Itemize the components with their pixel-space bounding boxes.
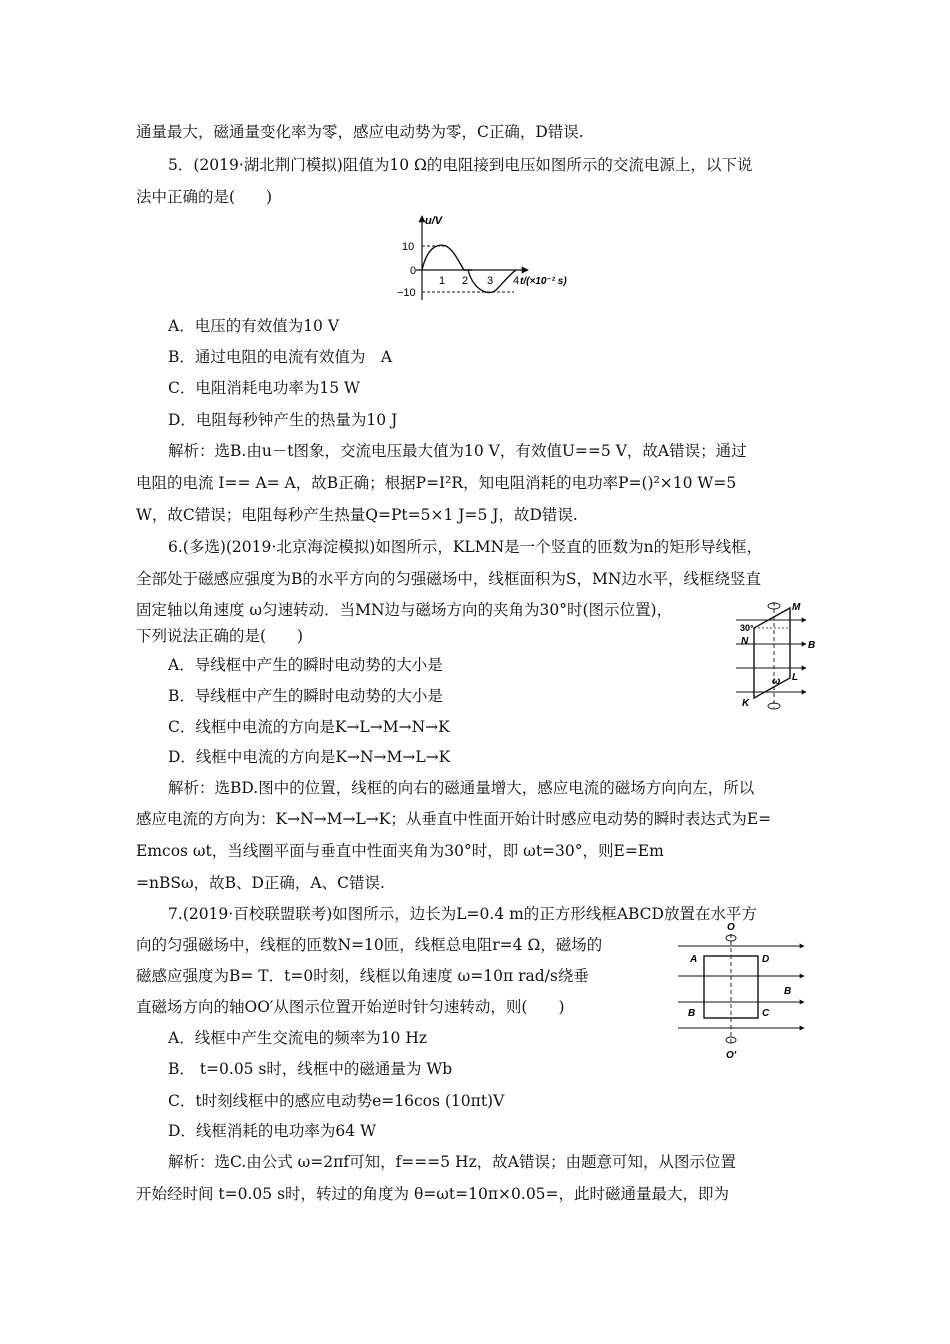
rotating-frame-figure	[730, 600, 820, 712]
label-l: L	[792, 672, 799, 683]
solution-line: 解析：选B.由u－t图象，交流电压最大值为10 V，有效值U==5 V，故A错误；通过	[168, 442, 747, 460]
solution-line: 解析：选C.由公式 ω=2πf可知，f===5 Hz，故A错误；由题意可知，从图示位置	[168, 1153, 736, 1171]
label-a: A	[690, 954, 698, 965]
option-b: B．导线框中产生的瞬时电动势的大小是	[168, 687, 443, 705]
label-o: O	[727, 922, 735, 933]
y-axis-label: u/V	[425, 215, 443, 227]
option-b: B． t=0.05 s时，线框中的磁通量为 Wb	[168, 1060, 453, 1078]
question-5-stem: 5．(2019·湖北荆门模拟)阻值为10 Ω的电阻接到电压如图所示的交流电源上，以下说	[168, 156, 753, 174]
x-tick-4: 4	[513, 275, 520, 287]
label-omega: ω	[772, 676, 781, 687]
option-a: A．电压的有效值为10 V	[168, 317, 340, 335]
text-line: 通量最大，磁通量变化率为零，感应电动势为零，C正确，D错误.	[136, 123, 584, 141]
y-tick-10: 10	[402, 241, 415, 253]
label-c: C	[762, 1008, 770, 1019]
x-tick-3: 3	[487, 275, 494, 287]
option-c: C．t时刻线框中的感应电动势e=16cos (10πt)V	[168, 1092, 505, 1110]
label-b: B	[808, 640, 816, 651]
text-line: 固定轴以角速度 ω匀速转动．当MN边与磁场方向的夹角为30°时(图示位置)，	[136, 601, 673, 619]
option-a: A．线框中产生交流电的频率为10 Hz	[168, 1029, 428, 1047]
label-field-b: B	[784, 986, 792, 997]
option-b: B．通过电阻的电流有效值为 A	[168, 348, 393, 366]
text-line: 全部处于磁感应强度为B的水平方向的匀强磁场中，线框面积为S，MN边水平，线框绕竖直	[136, 570, 761, 588]
option-c: C．线框中电流的方向是K→L→M→N→K	[168, 718, 450, 736]
solution-line: 开始经时间 t=0.05 s时，转过的角度为 θ=ωt=10π×0.05=，此时磁通量最大，即为	[136, 1185, 730, 1203]
label-k: K	[742, 698, 750, 709]
solution-line: 感应电流的方向为：K→N→M→L→K；从垂直中性面开始计时感应电动势的瞬时表达式为E=	[136, 810, 772, 828]
question-6-stem: 6.(多选)(2019·北京海淀模拟)如图所示，KLMN是一个竖直的匝数为n的矩形导线框，	[168, 538, 763, 556]
text-line: 向的匀强磁场中，线框的匝数N=10匝，线框总电阻r=4 Ω，磁场的	[136, 936, 603, 954]
text-line: 磁感应强度为B= T．t=0时刻，线框以角速度 ω=10π rad/s绕垂	[136, 967, 589, 985]
option-a: A．导线框中产生的瞬时电动势的大小是	[168, 656, 443, 674]
x-tick-1: 1	[439, 275, 446, 287]
option-c: C．电阻消耗电功率为15 W	[168, 379, 360, 397]
y-tick-0: 0	[410, 265, 417, 277]
label-b: B	[688, 1008, 696, 1019]
x-tick-2: 2	[462, 275, 469, 287]
solution-line: =nBSω，故B、D正确，A、C错误.	[136, 874, 385, 892]
label-o-prime: O′	[726, 1050, 737, 1060]
solution-line: 解析：选BD.图中的位置，线框的向右的磁通量增大，感应电流的磁场方向向左，所以	[168, 779, 755, 797]
text-line: 法中正确的是( )	[136, 188, 273, 206]
label-n: N	[741, 636, 749, 647]
option-d: D．电阻每秒钟产生的热量为10 J	[168, 411, 398, 429]
solution-line: 电阻的电流 I== A= A，故B正确；根据P=I²R，知电阻消耗的电功率P=()²×10 W=5	[136, 474, 737, 492]
x-axis-label: t/(×10⁻² s)	[520, 276, 567, 287]
y-tick-neg10: −10	[397, 287, 416, 299]
label-angle: 30°	[740, 623, 754, 633]
text-line: 直磁场方向的轴OO′从图示位置开始逆时针匀速转动，则( )	[136, 998, 565, 1016]
solution-line: Emcos ωt，当线圈平面与垂直中性面夹角为30°时，即 ωt=30°，则E=Em	[136, 842, 664, 860]
option-d: D．线框消耗的电功率为64 W	[168, 1122, 377, 1140]
question-7-stem: 7.(2019·百校联盟联考)如图所示，边长为L=0.4 m的正方形线框ABCD放置在水平方	[168, 905, 757, 923]
option-d: D．线框中电流的方向是K→N→M→L→K	[168, 748, 451, 766]
solution-line: W，故C错误；电阻每秒产生热量Q=Pt=5×1 J=5 J，故D错误.	[136, 506, 578, 524]
voltage-time-graph	[392, 212, 592, 307]
label-m: M	[792, 602, 801, 613]
square-frame-figure	[676, 920, 808, 1060]
label-d: D	[762, 954, 770, 965]
text-line: 下列说法正确的是( )	[136, 627, 304, 645]
